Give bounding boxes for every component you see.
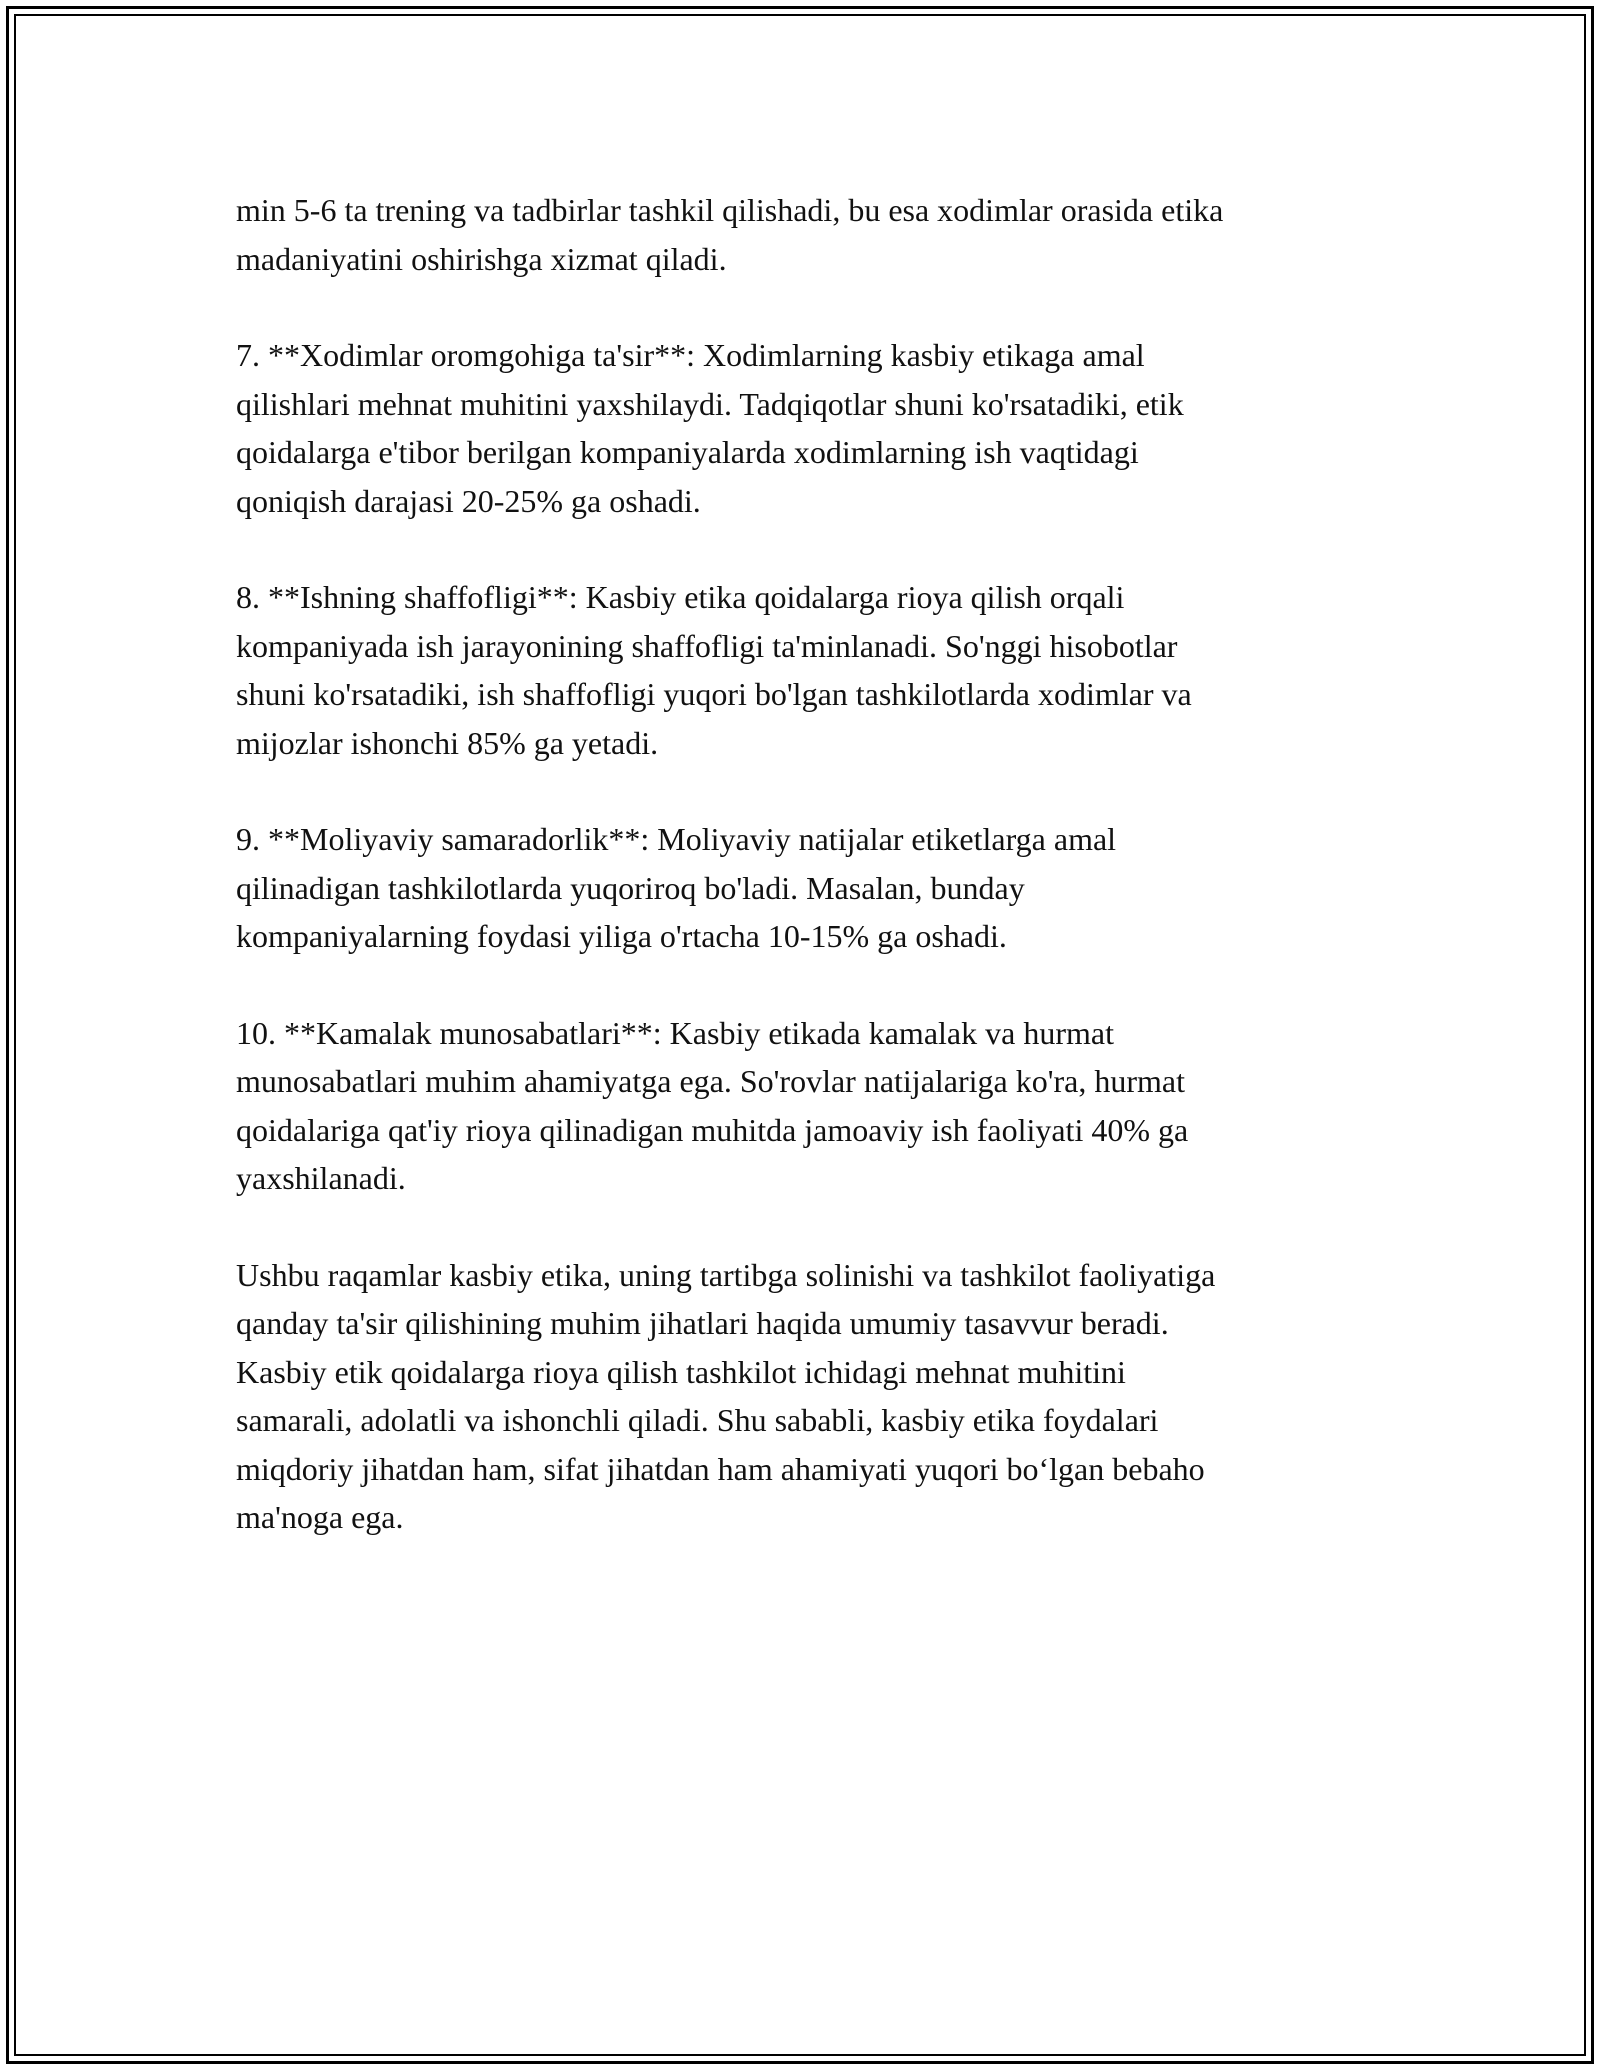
paragraph-item-8: 8. **Ishning shaffofligi**: Kasbiy etika qoidalarga rioya qilish orqali kompaniyada ish jarayonining shaffofligi ta'minlanadi. So'nggi hisobotlar shuni ko'rsatadiki, ish shaffofligi yuqori bo'lgan tashkilotlarda xodimlar va mijozlar ishonchi 85% ga yetadi. bbox=[236, 579, 1192, 761]
paragraph-item-7: 7. **Xodimlar oromgohiga ta'sir**: Xodimlarning kasbiy etikaga amal qilishlari mehnat muhitini yaxshilaydi. Tadqiqotlar shuni ko'rsatadiki, etik qoidalarga e'tibor berilgan kompaniyalarda xodimlarning ish vaqtidagi qoniqish darajasi 20-25% ga oshadi. bbox=[236, 337, 1184, 519]
paragraph-training-continuation: min 5-6 ta trening va tadbirlar tashkil qilishadi, bu esa xodimlar orasida etika madaniyatini oshirishga xizmat qiladi. bbox=[236, 192, 1224, 277]
document-body bbox=[236, 186, 1386, 1590]
paragraph-item-9: 9. **Moliyaviy samaradorlik**: Moliyaviy natijalar etiketlarga amal qilinadigan tashkilotlarda yuqoriroq bo'ladi. Masalan, bunday kompaniyalarning foydasi yiliga o'rtacha 10-15% ga oshadi. bbox=[236, 821, 1117, 954]
paragraph-item-10: 10. **Kamalak munosabatlari**: Kasbiy etikada kamalak va hurmat munosabatlari muhim ahamiyatga ega. So'rovlar natijalariga ko'ra, hurmat qoidalariga qat'iy rioya qilinadigan muhitda jamoaviy ish faoliyati 40% ga yaxshilanadi. bbox=[236, 1014, 1189, 1196]
paragraph-conclusion: Ushbu raqamlar kasbiy etika, uning tartibga solinishi va tashkilot faoliyatiga qanday ta'sir qilishining muhim jihatlari haqida umumiy tasavvur beradi. Kasbiy etik qoidalarga rioya qilish tashkilot ichidagi mehnat muhitini samarali, adolatli va ishonchli qiladi. Shu sababli, kasbiy etika foydalari miqdoriy jihatdan ham, sifat jihatdan ham ahamiyati yuqori bo‘lgan bebaho ma'noga ega. bbox=[236, 1256, 1216, 1535]
